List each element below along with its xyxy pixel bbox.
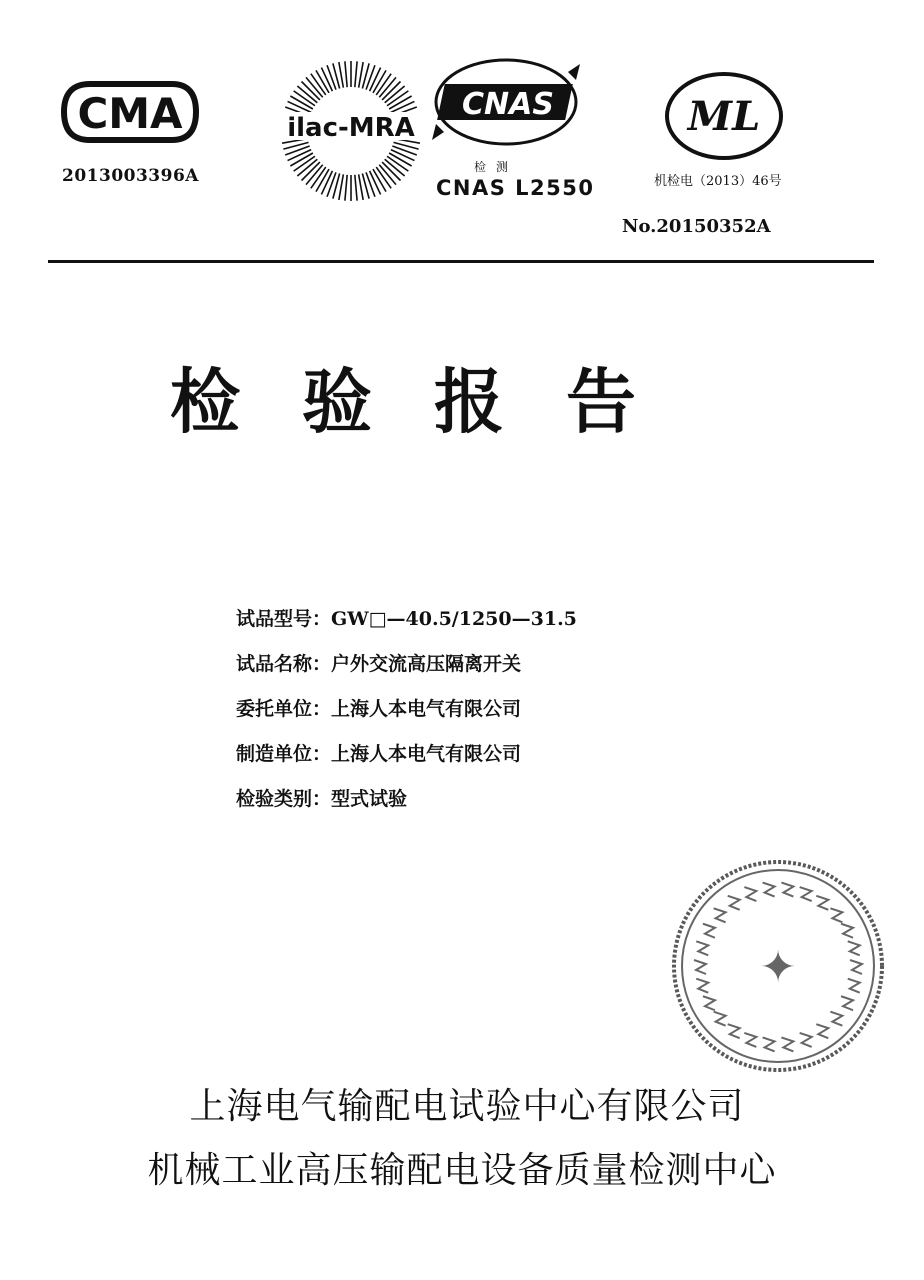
field-test-type — [236, 784, 577, 829]
field-model — [236, 604, 577, 649]
field-value: 上海人本电气有限公司 — [331, 698, 522, 720]
svg-text:CMA: CMA — [77, 89, 183, 138]
svg-text:ML: ML — [687, 93, 761, 140]
field-client — [236, 694, 577, 739]
cnas-code: CNAS L2550 — [436, 176, 595, 200]
ilac-ray — [339, 62, 344, 88]
seal-glyph-stroke — [800, 1033, 812, 1047]
ml-cert-number: 机检电（2013）46号 — [654, 174, 782, 189]
cma-logo — [60, 78, 200, 146]
seal-glyph-stroke — [714, 1012, 726, 1026]
seal-glyph-stroke — [744, 1033, 756, 1047]
org-name-secondary: 机械工业高压输配电设备质量检测中心 — [147, 1150, 777, 1191]
seal-glyph-stroke — [714, 908, 726, 922]
field-label: 制造单位： — [236, 743, 332, 765]
seal-glyph-stroke — [830, 908, 842, 922]
ilac-ray — [321, 68, 332, 92]
seal-glyph-stroke — [728, 896, 740, 910]
seal-glyph-stroke — [781, 1037, 793, 1051]
seal-glyph-stroke — [850, 960, 862, 974]
official-seal — [662, 850, 894, 1082]
svg-text:CNAS: CNAS — [462, 87, 554, 122]
org-name-primary: 上海电气输配电试验中心有限公司 — [189, 1086, 745, 1127]
report-number: No.20150352A — [622, 216, 771, 237]
ilac-ray — [288, 150, 312, 161]
ilac-ray — [288, 101, 312, 112]
field-label: 试品名称： — [236, 653, 332, 675]
ml-logo — [662, 68, 786, 164]
header-divider — [48, 260, 874, 263]
ilac-ray — [355, 175, 357, 201]
ilac-ray — [345, 175, 347, 201]
field-value: GW□—40.5/1250—31.5 — [331, 608, 577, 630]
cma-code: 2013003396A — [62, 166, 199, 186]
cnas-sub-label: 检测 — [474, 160, 519, 174]
ilac-ray — [345, 61, 347, 87]
field-value: 型式试验 — [331, 788, 408, 810]
seal-glyph-stroke — [763, 883, 775, 897]
field-label: 委托单位： — [236, 698, 332, 720]
seal-glyph-stroke — [728, 1024, 740, 1038]
ilac-mra-logo — [276, 56, 426, 206]
report-title: 检验报告 — [170, 361, 698, 443]
seal-glyph-stroke — [781, 883, 793, 897]
ilac-ray — [370, 171, 381, 195]
seal-glyph-stroke — [744, 887, 756, 901]
ilac-ray — [359, 62, 364, 88]
ilac-ray — [339, 174, 344, 200]
seal-glyph-stroke — [841, 924, 853, 938]
ilac-ray — [359, 174, 364, 200]
seal-glyph-stroke — [800, 887, 812, 901]
seal-glyph-stroke — [830, 1012, 842, 1026]
svg-text:✦: ✦ — [759, 942, 797, 993]
svg-text:ilac-MRA: ilac-MRA — [287, 113, 415, 143]
cnas-logo — [428, 50, 584, 160]
seal-glyph-stroke — [694, 960, 706, 974]
field-label: 试品型号： — [236, 608, 332, 630]
seal-glyph-stroke — [703, 924, 715, 938]
seal-glyph-stroke — [696, 979, 708, 993]
seal-glyph-stroke — [696, 941, 708, 955]
seal-glyph-stroke — [703, 996, 715, 1010]
seal-glyph-stroke — [841, 996, 853, 1010]
seal-glyph-stroke — [848, 979, 860, 993]
field-manufacturer — [236, 739, 577, 784]
field-product-name — [236, 649, 577, 694]
ilac-ray — [370, 68, 381, 92]
ilac-ray — [391, 101, 415, 112]
field-label: 检验类别： — [236, 788, 332, 810]
seal-glyph-stroke — [763, 1037, 775, 1051]
field-value: 户外交流高压隔离开关 — [331, 653, 522, 675]
ilac-ray — [355, 61, 357, 87]
seal-glyph-stroke — [816, 1024, 828, 1038]
ilac-ray — [321, 171, 332, 195]
seal-glyph-stroke — [816, 896, 828, 910]
ilac-ray — [391, 150, 415, 161]
report-fields — [236, 604, 577, 829]
seal-glyph-stroke — [848, 941, 860, 955]
field-value: 上海人本电气有限公司 — [331, 743, 522, 765]
